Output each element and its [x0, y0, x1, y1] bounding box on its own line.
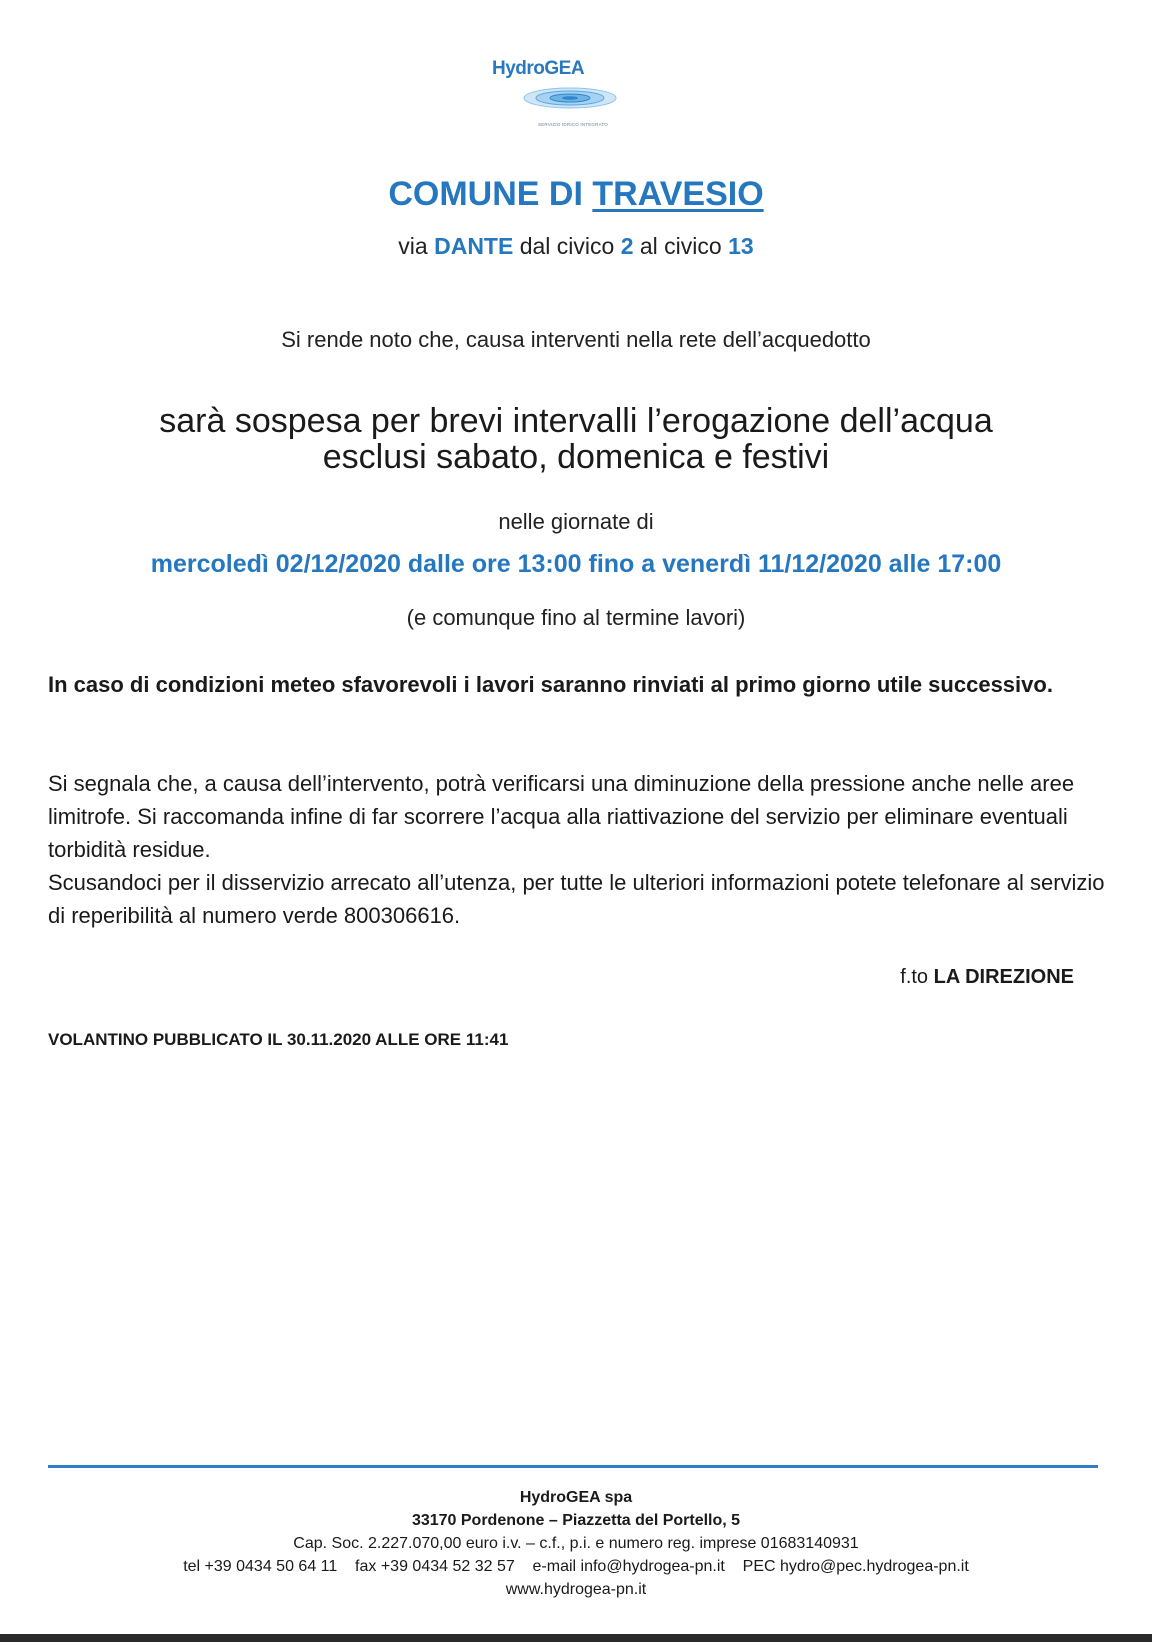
footer-registry: Cap. Soc. 2.227.070,00 euro i.v. – c.f., p.i. e numero reg. imprese 01683140931 [293, 1535, 859, 1552]
civic-from: 2 [620, 233, 634, 259]
page-title [0, 175, 1152, 214]
pressure-paragraph: Si segnala che, a causa dell’intervento, potrà verificarsi una diminuzione della pressione anche nelle aree limitrofe. Si raccomanda infine di far scorrere l’acqua alla riattivazione del servizio per eliminare eventuali torbidità residue. [48, 771, 1075, 862]
published-timestamp: VOLANTINO PUBBLICATO IL 30.11.2020 ALLE ORE 11:41 [48, 1030, 509, 1049]
suspension-line-2: esclusi sabato, domenica e festivi [322, 438, 830, 476]
weather-notice: In caso di condizioni meteo sfavorevoli i lavori saranno rinviati al primo giorno utile successivo. [48, 672, 1053, 697]
footer-address: 33170 Pordenone – Piazzetta del Portello, 5 [411, 1512, 741, 1529]
logo-tagline: SERVIZIO IDRICO INTEGRATO [538, 122, 609, 127]
body-text [48, 767, 1110, 932]
from-label: dal civico [513, 233, 621, 259]
hydrogea-logo [488, 52, 632, 132]
to-label: al civico [633, 233, 729, 259]
date-range: mercoledì 02/12/2020 dalle ore 13:00 fino a venerdì 11/12/2020 alle 17:00 [150, 550, 1002, 578]
footer-company: HydroGEA spa [519, 1489, 633, 1506]
via-label: via [398, 233, 435, 259]
title-town: TRAVESIO [592, 175, 764, 213]
days-label: nelle giornate di [498, 509, 654, 534]
footer-website: www.hydrogea-pn.it [505, 1581, 647, 1598]
footer-contacts: tel +39 0434 50 64 11 fax +39 0434 52 32 57 e-mail info@hydrogea-pn.it PEC hydro@pec.hydrogea-pn.it [183, 1558, 969, 1575]
civic-to: 13 [728, 233, 754, 259]
title-prefix: COMUNE DI [388, 175, 593, 213]
signature-prefix: f.to [900, 966, 934, 988]
street-range [0, 233, 1152, 260]
footer-divider [48, 1465, 1098, 1468]
suspension-line-1: sarà sospesa per brevi intervalli l’erogazione dell’acqua [159, 402, 993, 440]
until-note: (e comunque fino al termine lavori) [406, 605, 746, 630]
suspension-announcement [0, 403, 1152, 475]
water-ripple-icon [518, 82, 618, 118]
intro-text: Si rende noto che, causa interventi nella rete dell’acquedotto [281, 327, 871, 352]
street-name: DANTE [434, 233, 514, 259]
signature [900, 966, 1074, 989]
bottom-bar [0, 1634, 1152, 1642]
contact-paragraph: Scusandoci per il disservizio arrecato all’utenza, per tutte le ulteriori informazioni potete telefonare al servizio di reperibilità al numero verde 800306616. [48, 870, 1105, 928]
signature-name: LA DIREZIONE [933, 966, 1074, 988]
logo-name: HydroGEA [492, 58, 585, 79]
